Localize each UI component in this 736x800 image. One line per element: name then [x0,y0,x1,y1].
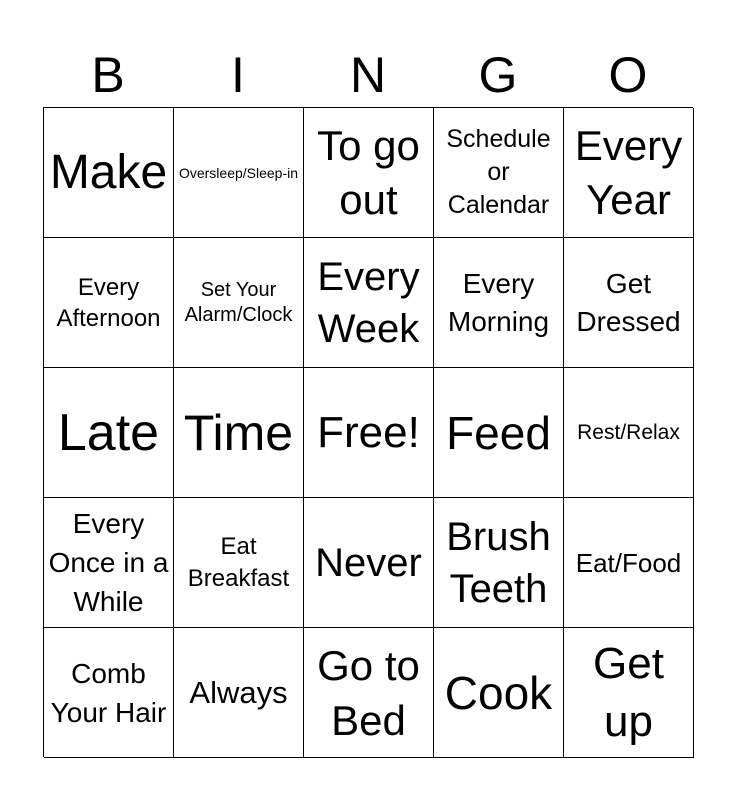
header-letter-i: I [231,47,245,103]
cell-text: Every Year [574,121,683,223]
cell-text: Schedule or Calendar [446,125,551,219]
cell-text: Eat Breakfast [187,532,290,592]
bingo-cell[interactable] [174,108,304,238]
cell-text: Every Week [317,254,420,351]
bingo-cell[interactable] [174,238,304,368]
bingo-cell[interactable] [174,368,304,498]
bingo-cell[interactable] [564,628,694,758]
header-letter-b: B [91,47,125,103]
bingo-cell[interactable] [44,498,174,628]
bingo-cell[interactable] [434,368,564,498]
cell-text: Always [189,674,288,710]
bingo-cell[interactable] [174,498,304,628]
bingo-cell[interactable] [564,108,694,238]
cell-text: To go out [317,121,420,223]
bingo-board [43,107,693,757]
bingo-cell[interactable] [434,108,564,238]
cell-text: Oversleep/Sleep-in [178,164,299,181]
cell-text: Make [49,145,168,199]
cell-text: Eat/Food [575,547,682,578]
bingo-cell[interactable] [44,368,174,498]
cell-text: Comb Your Hair [50,657,167,728]
bingo-cell[interactable] [44,628,174,758]
bingo-cell[interactable] [564,498,694,628]
cell-text: Go to Bed [317,641,420,744]
cell-text: Get Dressed [576,267,681,337]
cell-text: Never [315,540,422,585]
cell-text: Feed [446,406,551,459]
bingo-cell[interactable] [564,238,694,368]
free-space-cell[interactable] [304,368,434,498]
header-letter-g: G [478,47,518,103]
cell-text: Get up [593,638,664,746]
bingo-cell[interactable] [44,238,174,368]
bingo-cell[interactable] [174,628,304,758]
bingo-cell[interactable] [434,498,564,628]
bingo-cell[interactable] [434,238,564,368]
bingo-header [43,44,693,106]
cell-text: Every Morning [447,267,550,337]
cell-text: Rest/Relax [577,421,680,444]
cell-text: Free! [317,407,420,457]
cell-text: Set Your Alarm/Clock [184,278,293,326]
bingo-cell[interactable] [304,108,434,238]
bingo-cell[interactable] [304,498,434,628]
cell-text: Cook [444,666,553,719]
bingo-cell[interactable] [304,238,434,368]
bingo-cell[interactable] [44,108,174,238]
bingo-cell[interactable] [304,628,434,758]
cell-text: Brush Teeth [446,514,551,611]
cell-text: Every Once in a While [48,508,169,617]
bingo-cell[interactable] [564,368,694,498]
cell-text: Every Afternoon [56,273,161,332]
cell-text: Late [57,403,160,462]
header-letter-n: N [349,47,387,103]
cell-text: Time [183,404,294,461]
bingo-cell[interactable] [434,628,564,758]
header-letter-o: O [608,47,648,103]
